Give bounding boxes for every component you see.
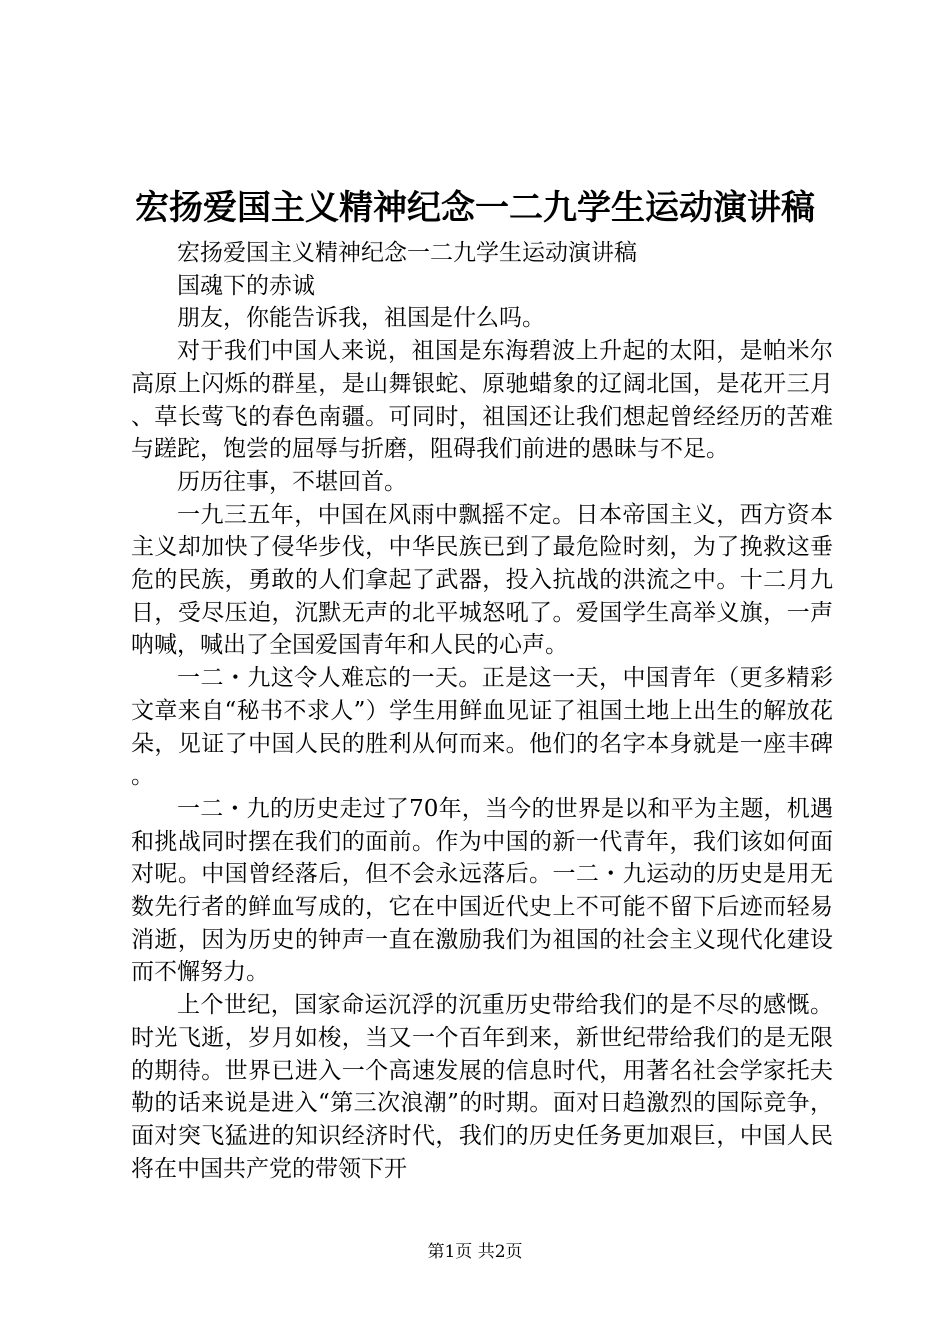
paragraph: 一二・九这令人难忘的一天。正是这一天，中国青年（更多精彩文章来自“秘书不求人”）学生用鲜血见证了祖国土地上出生的解放花朵，见证了中国人民的胜利从何而来。他们的名字本身就是一座丰碑。 <box>131 665 833 790</box>
paragraph: 宏扬爱国主义精神纪念一二九学生运动演讲稿 <box>177 240 637 266</box>
paragraph: 对于我们中国人来说，祖国是东海碧波上升起的太阳，是帕米尔高原上闪烁的群星，是山舞银蛇、原驰蜡象的辽阔北国，是花开三月、草长莺飞的春色南疆。可同时，祖国还让我们想起曾经经历的苦难与蹉跎，饱尝的屈辱与折磨，阻碍我们前进的愚昧与不足。 <box>131 338 833 463</box>
document-title: 宏扬爱国主义精神纪念一二九学生运动演讲稿 <box>135 188 815 228</box>
paragraph: 一九三五年，中国在风雨中飘摇不定。日本帝国主义，西方资本主义却加快了侵华步伐，中华民族已到了最危险时刻，为了挽救这垂危的民族，勇敢的人们拿起了武器，投入抗战的洪流之中。十二月九日，受尽压迫，沉默无声的北平城怒吼了。爱国学生高举义旗，一声呐喊，喊出了全国爱国青年和人民的心声。 <box>131 501 833 659</box>
page-footer: 第1页 共2页 <box>427 1242 523 1262</box>
paragraph: 朋友，你能告诉我，祖国是什么吗。 <box>177 305 545 332</box>
paragraph: 历历往事，不堪回首。 <box>177 468 407 495</box>
paragraph: 上个世纪，国家命运沉浮的沉重历史带给我们的是不尽的感慨。时光飞逝，岁月如梭，当又一个百年到来，新世纪带给我们的是无限的期待。世界已进入一个高速发展的信息时代，用著名社会学家托夫勒的话来说是进入“第三次浪潮”的时期。面对日趋激烈的国际竞争，面对突飞猛进的知识经济时代，我们的历史任务更加艰巨，中国人民将在中国共产党的带领下开 <box>131 992 833 1182</box>
paragraph: 一二・九的历史走过了70年，当今的世界是以和平为主题，机遇和挑战同时摆在我们的面前。作为中国的新一代青年，我们该如何面对呢。中国曾经落后，但不会永远落后。一二・九运动的历史是用无数先行者的鲜血写成的，它在中国近代史上不可能不留下后迹而轻易消逝，因为历史的钟声一直在激励我们为祖国的社会主义现代化建设而不懈努力。 <box>131 795 833 986</box>
paragraph: 国魂下的赤诚 <box>177 272 315 299</box>
document-body <box>131 237 833 1185</box>
